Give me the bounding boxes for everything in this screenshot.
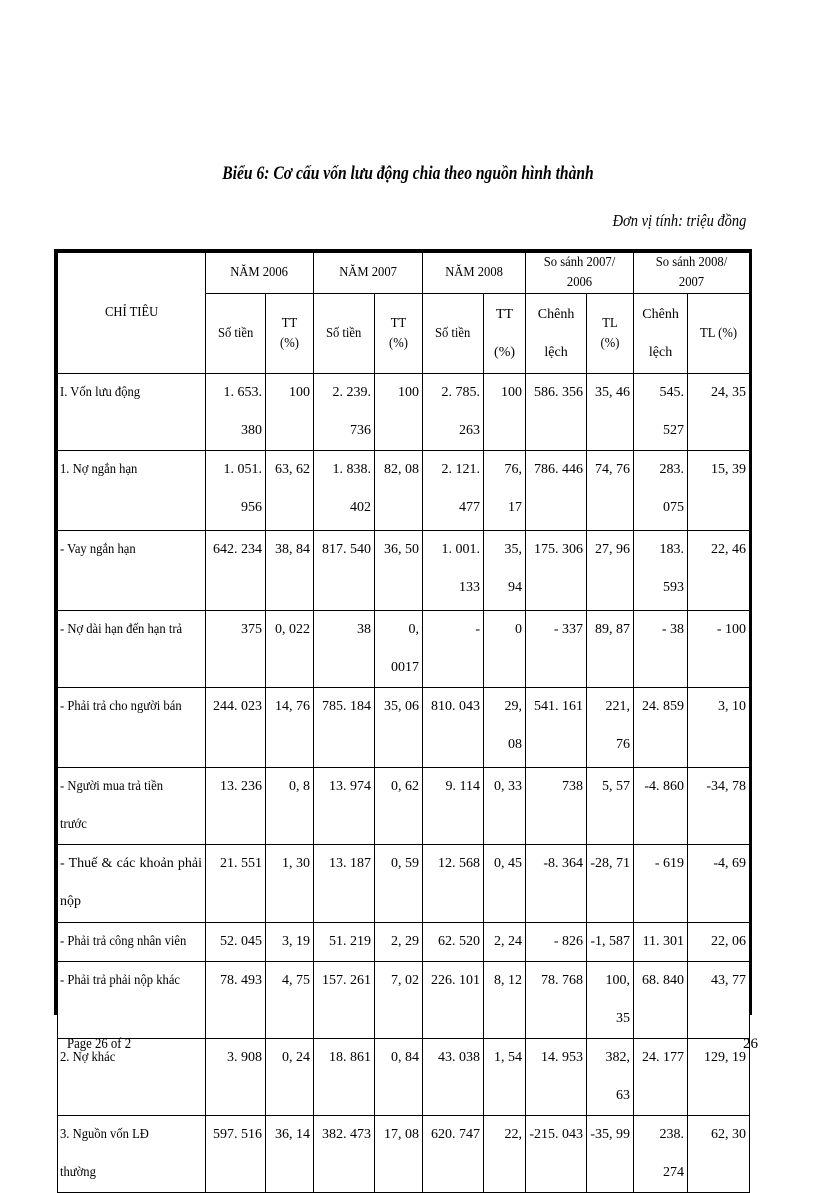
table-cell: 0, 24 (266, 1039, 314, 1116)
table-cell: 642. 234 (206, 531, 266, 611)
table-cell: -215. 043 (526, 1116, 587, 1193)
table-cell: 221, 76 (587, 688, 634, 768)
table-cell: 183. 593 (634, 531, 688, 611)
table-cell: 3, 19 (266, 923, 314, 962)
table-row (58, 688, 750, 768)
header-chenh-lech-0807: Chênh lệch (634, 294, 688, 374)
table-cell: 11. 301 (634, 923, 688, 962)
table-cell: 13. 974 (314, 768, 375, 845)
table-cell: 738 (526, 768, 587, 845)
table-cell: -28, 71 (587, 845, 634, 923)
table-cell: 51. 219 (314, 923, 375, 962)
table-cell: 1, 54 (484, 1039, 526, 1116)
row-label: - Thuế & các khoản phải nộp (58, 845, 206, 923)
table-cell: 2. 785. 263 (423, 374, 484, 451)
table-cell: 0, 022 (266, 611, 314, 688)
table-cell: 1. 051. 956 (206, 451, 266, 531)
table-row (58, 451, 750, 531)
header-tl-0706: TL (%) (587, 294, 634, 374)
table-cell: 0, 33 (484, 768, 526, 845)
table-cell: 35, 46 (587, 374, 634, 451)
table-cell: 810. 043 (423, 688, 484, 768)
table-cell: 24. 859 (634, 688, 688, 768)
table-cell: 74, 76 (587, 451, 634, 531)
header-ss-2008-2007: So sánh 2008/ 2007 (634, 253, 750, 294)
table-cell: - 337 (526, 611, 587, 688)
row-label: 1. Nợ ngắn hạn (58, 451, 206, 531)
header-so-tien-2006: Số tiền (206, 294, 266, 374)
table-cell: 100 (484, 374, 526, 451)
table-cell: 7, 02 (375, 962, 423, 1039)
header-tt-2007: TT (%) (375, 294, 423, 374)
table-cell: 541. 161 (526, 688, 587, 768)
table-cell: 43, 77 (688, 962, 750, 1039)
table-cell: 0, 0017 (375, 611, 423, 688)
table-row (58, 962, 750, 1039)
table-cell: 63, 62 (266, 451, 314, 531)
row-label: 2. Nợ khác (58, 1039, 206, 1116)
table-row (58, 611, 750, 688)
table-cell: 9. 114 (423, 768, 484, 845)
table-cell: 0, 8 (266, 768, 314, 845)
row-label: - Phải trả cho người bán (58, 688, 206, 768)
header-so-tien-2007: Số tiền (314, 294, 375, 374)
table-cell: -34, 78 (688, 768, 750, 845)
table-cell: 100 (375, 374, 423, 451)
row-label: - Phải trả công nhân viên (58, 923, 206, 962)
row-label: 3. Nguồn vốn LĐ thường (58, 1116, 206, 1193)
table-cell: 21. 551 (206, 845, 266, 923)
table-cell: 36, 14 (266, 1116, 314, 1193)
table-cell: 100 (266, 374, 314, 451)
table-cell: 13. 187 (314, 845, 375, 923)
table-cell: - 38 (634, 611, 688, 688)
table-cell: 817. 540 (314, 531, 375, 611)
page-footer-label: Page 26 of 2 (67, 1036, 132, 1052)
table-cell: -4. 860 (634, 768, 688, 845)
header-2008: NĂM 2008 (423, 253, 526, 294)
table-cell: 2, 29 (375, 923, 423, 962)
table-cell: - (423, 611, 484, 688)
table-cell: 22, 46 (688, 531, 750, 611)
table-cell: 1. 838. 402 (314, 451, 375, 531)
row-label: - Phải trả phải nộp khác (58, 962, 206, 1039)
table-cell: 375 (206, 611, 266, 688)
table-cell: 35, 06 (375, 688, 423, 768)
table-cell: 2, 24 (484, 923, 526, 962)
table-cell: 14, 76 (266, 688, 314, 768)
table-cell: 78. 768 (526, 962, 587, 1039)
table-cell: 8, 12 (484, 962, 526, 1039)
table-cell: 226. 101 (423, 962, 484, 1039)
table-cell: 15, 39 (688, 451, 750, 531)
table-row (58, 531, 750, 611)
table-cell: 78. 493 (206, 962, 266, 1039)
table-cell: 0, 59 (375, 845, 423, 923)
table-cell: 238. 274 (634, 1116, 688, 1193)
table-cell: 0, 45 (484, 845, 526, 923)
unit-note: Đơn vị tính: triệu đồng (612, 211, 746, 230)
table-row (58, 374, 750, 451)
table-cell: 1. 653. 380 (206, 374, 266, 451)
table-cell: 5, 57 (587, 768, 634, 845)
table-cell: 24, 35 (688, 374, 750, 451)
table-cell: 62, 30 (688, 1116, 750, 1193)
header-ss-2007-2006: So sánh 2007/ 2006 (526, 253, 634, 294)
table-cell: 18. 861 (314, 1039, 375, 1116)
header-2006: NĂM 2006 (206, 253, 314, 294)
header-tt-2006: TT (%) (266, 294, 314, 374)
table-cell: -1, 587 (587, 923, 634, 962)
table-cell: 17, 08 (375, 1116, 423, 1193)
table-cell: 283. 075 (634, 451, 688, 531)
row-label: - Vay ngắn hạn (58, 531, 206, 611)
data-table (57, 252, 750, 1193)
table-cell: 244. 023 (206, 688, 266, 768)
table-cell: 175. 306 (526, 531, 587, 611)
table-cell: 382, 63 (587, 1039, 634, 1116)
header-2007: NĂM 2007 (314, 253, 423, 294)
table-cell: - 100 (688, 611, 750, 688)
row-label: - Người mua trả tiền trước (58, 768, 206, 845)
header-chi-tieu: CHỈ TIÊU (58, 253, 206, 374)
table-cell: 68. 840 (634, 962, 688, 1039)
table-cell: 1. 001. 133 (423, 531, 484, 611)
page-number: 26 (743, 1036, 758, 1052)
table-cell: -8. 364 (526, 845, 587, 923)
table-title: Biểu 6: Cơ cấu vốn lưu động chia theo nguồn hình thành (222, 163, 594, 184)
header-so-tien-2008: Số tiền (423, 294, 484, 374)
table-row (58, 768, 750, 845)
table-cell: 22, 06 (688, 923, 750, 962)
table-cell: 38 (314, 611, 375, 688)
table-cell: 52. 045 (206, 923, 266, 962)
table-cell: 14. 953 (526, 1039, 587, 1116)
table-row (58, 923, 750, 962)
table-cell: 620. 747 (423, 1116, 484, 1193)
table-cell: 2. 121. 477 (423, 451, 484, 531)
header-tt-2008: TT (%) (484, 294, 526, 374)
table-body (58, 374, 750, 1193)
table-cell: 157. 261 (314, 962, 375, 1039)
table-cell: 62. 520 (423, 923, 484, 962)
table-cell: - 826 (526, 923, 587, 962)
table-cell: 586. 356 (526, 374, 587, 451)
row-label: I. Vốn lưu động (58, 374, 206, 451)
header-tl-0807: TL (%) (688, 294, 750, 374)
table-cell: 3. 908 (206, 1039, 266, 1116)
table-cell: 29, 08 (484, 688, 526, 768)
table-row (58, 1039, 750, 1116)
table-cell: 100, 35 (587, 962, 634, 1039)
table-row (58, 1116, 750, 1193)
table-cell: 0, 84 (375, 1039, 423, 1116)
table-cell: 35, 94 (484, 531, 526, 611)
table-cell: 89, 87 (587, 611, 634, 688)
row-label: - Nợ dài hạn đến hạn trả (58, 611, 206, 688)
table-cell: 382. 473 (314, 1116, 375, 1193)
table-cell: 24. 177 (634, 1039, 688, 1116)
table-cell: -35, 99 (587, 1116, 634, 1193)
table-cell: 2. 239. 736 (314, 374, 375, 451)
table-cell: 36, 50 (375, 531, 423, 611)
table-cell: 129, 19 (688, 1039, 750, 1116)
table-cell: 786. 446 (526, 451, 587, 531)
header-chenh-lech-0706: Chênh lệch (526, 294, 587, 374)
table-cell: -4, 69 (688, 845, 750, 923)
table-cell: 0 (484, 611, 526, 688)
table-cell: 13. 236 (206, 768, 266, 845)
table-row (58, 845, 750, 923)
table-cell: 12. 568 (423, 845, 484, 923)
table-cell: 3, 10 (688, 688, 750, 768)
table-cell: 27, 96 (587, 531, 634, 611)
table-cell: 76, 17 (484, 451, 526, 531)
table-cell: 82, 08 (375, 451, 423, 531)
table-cell: 43. 038 (423, 1039, 484, 1116)
table-cell: 1, 30 (266, 845, 314, 923)
table-cell: 22, (484, 1116, 526, 1193)
table-cell: 4, 75 (266, 962, 314, 1039)
table-cell: 785. 184 (314, 688, 375, 768)
table-cell: 597. 516 (206, 1116, 266, 1193)
table-cell: 545. 527 (634, 374, 688, 451)
table-cell: - 619 (634, 845, 688, 923)
table-cell: 38, 84 (266, 531, 314, 611)
table-cell: 0, 62 (375, 768, 423, 845)
